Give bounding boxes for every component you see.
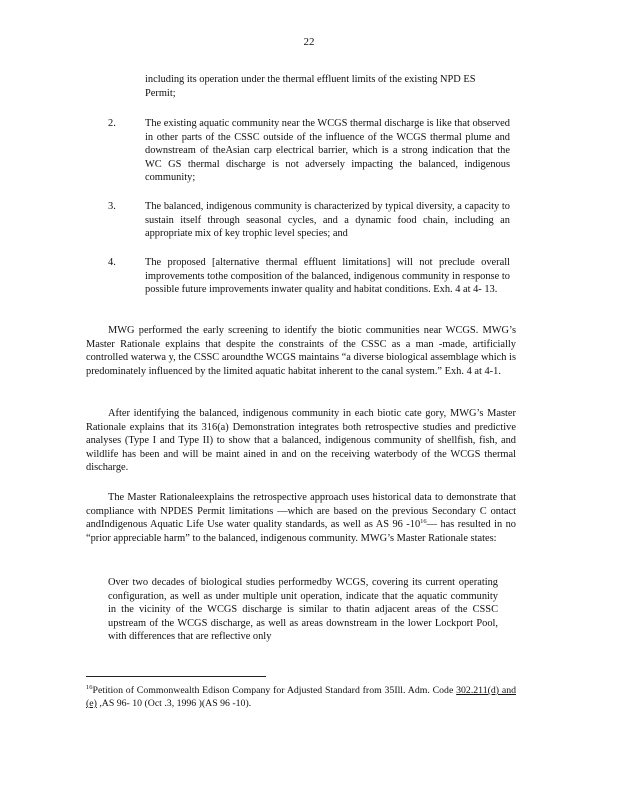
list-item-continuation: including its operation under the thermal effluent limits of the existing NPD ES Permit; bbox=[145, 74, 476, 99]
list-item-text: The existing aquatic community near the WCGS thermal discharge is like that observed in other parts of the CSSC outside of the influence of the WCGS thermal plume and downstream of theAsian carp electrical barrier, which is a strong indication that the WC GS thermal discharge is not adversely impacting the balanced, indigenous community; bbox=[145, 118, 510, 184]
page-number: 22 bbox=[303, 36, 315, 48]
footnote-citation-link[interactable]: 302.211(d) and (e) bbox=[86, 685, 516, 709]
list-item-number: 4. bbox=[108, 257, 116, 268]
list-item-number: 3. bbox=[108, 201, 116, 212]
block-quote: Over two decades of biological studies performedby WCGS, covering its current operating configuration, as well as under multiple unit operation, indicate that the aquatic community in the vicinity of the WCGS discharge is similar to thatin adjacent areas of the CSSC upstream of the WCGS discharge, as well as areas downstream in the lower Lockport Pool, with differences that are reflective only bbox=[108, 577, 498, 643]
list-item-number: 2. bbox=[108, 118, 116, 129]
paragraph-biotic-screening: MWG performed the early screening to identify the biotic communities near WCGS. MWG’s Master Rationale explains that despite the constraints of the CSSC as a man -made, artificially controlled waterwa y, the CSSC aroundthe WCGS maintains “a diverse biological assemblage which is predominately influenced by the limited aquatic habitat inherent to the canal system.” Exh. 4 at 4-1. bbox=[86, 325, 516, 377]
list-item-text: The proposed [alternative thermal effluent limitations] will not preclude overall improvements tothe composition of the balanced, indigenous community in response to possible future improvements inwater quality and habitat conditions. Exh. 4 at 4- 13. bbox=[145, 257, 510, 296]
paragraph-retrospective-approach: The Master Rationaleexplains the retrospective approach uses historical data to demonstrate that compliance with NPDES Permit limitations —which are based on the previous Secondary C ontact andIndigenous Aquatic Life Use water quality standards, as well as AS 96 $-10^{16}—$ has resulted in no “prior appreciable harm” to the balanced, indigenous community. MWG’s Master Rationale states: bbox=[86, 492, 516, 544]
footnote-divider bbox=[86, 676, 266, 677]
footnote: $^{16}$Petition of Commonwealth Edison Company for Adjusted Standard from 35Ill. Adm. Code 302.211(d) and (e) ,AS 96- 10 (Oct .3, 1996 )(AS 96 -10). bbox=[86, 684, 516, 709]
footnote-reference[interactable]: 16 bbox=[420, 518, 427, 526]
list-item-text: The balanced, indigenous community is characterized by typical diversity, a capacity to sustain itself through seasonal cycles, and a dynamic food chain, including an appropriate mix of key trophic level species; and bbox=[145, 201, 510, 240]
footnote-mark: 16 bbox=[86, 684, 93, 691]
paragraph-balanced-community: After identifying the balanced, indigenous community in each biotic cate gory, MWG’s Master Rationale explains that its 316(a) Demonstration integrates both retrospective studies and predictive analyses (Type I and Type II) to show that a balanced, indigenous community of shellfish, fish, and wildlife has been and will be maint ained in and on the receiving waterbody of the WCGS thermal discharge. bbox=[86, 408, 516, 474]
